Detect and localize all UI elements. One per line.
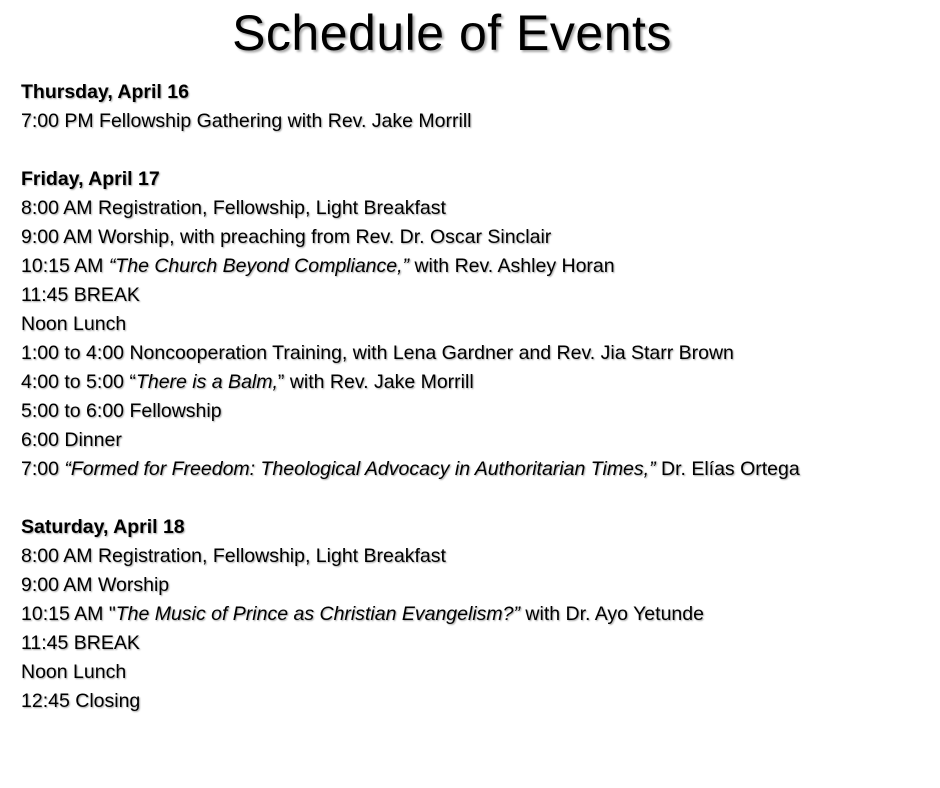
event-item <box>21 426 920 455</box>
event-time: 8:00 AM <box>21 545 93 567</box>
event-time: Noon <box>21 661 68 683</box>
event-time: 1:00 to 4:00 <box>21 342 125 364</box>
event-item <box>21 223 920 252</box>
event-description: Fellowship Gathering with Rev. Jake Morrill <box>99 110 472 132</box>
page-title: Schedule of Events <box>232 5 672 61</box>
event-description: BREAK <box>73 284 140 306</box>
event-description: Registration, Fellowship, Light Breakfast <box>97 545 446 567</box>
event-description: Closing <box>75 690 141 712</box>
event-item <box>21 629 920 658</box>
event-speaker: with Dr. Ayo Yetunde <box>525 603 704 625</box>
event-item <box>21 571 920 600</box>
event-time: 7:00 <box>21 458 59 480</box>
event-description: Fellowship <box>129 400 222 422</box>
event-time: 6:00 <box>21 429 59 451</box>
event-item <box>21 194 920 223</box>
event-item <box>21 368 920 397</box>
event-time: 10:15 AM <box>21 255 104 277</box>
event-speaker: Dr. Elías Ortega <box>661 458 800 480</box>
event-description: Noncooperation Training, with Lena Gardner and Rev. Jia Starr Brown <box>129 342 734 364</box>
event-time: 7:00 PM <box>21 110 94 132</box>
event-description: Lunch <box>73 661 127 683</box>
event-item <box>21 455 920 484</box>
day-heading: Saturday, April 18 <box>21 516 185 538</box>
event-time: Noon <box>21 313 68 335</box>
event-description: BREAK <box>73 632 140 654</box>
talk-title: There is a Balm, <box>135 371 278 393</box>
talk-title: “The Church Beyond Compliance,” <box>108 255 410 277</box>
event-item <box>21 658 920 687</box>
event-description: “ <box>129 371 136 393</box>
event-description: Worship <box>97 574 170 596</box>
event-description: Lunch <box>73 313 127 335</box>
event-speaker: ” with Rev. Jake Morrill <box>277 371 474 393</box>
talk-title: The Music of Prince as Christian Evangelism?” <box>115 603 520 625</box>
event-time: 4:00 to 5:00 <box>21 371 125 393</box>
event-item <box>21 310 920 339</box>
day-heading: Friday, April 17 <box>21 168 160 190</box>
event-speaker: with Rev. Ashley Horan <box>414 255 615 277</box>
event-description: Worship, with preaching from Rev. Dr. Oscar Sinclair <box>97 226 552 248</box>
event-item <box>21 252 920 281</box>
event-item <box>21 600 920 629</box>
schedule-list <box>21 78 920 716</box>
day-section <box>21 513 920 716</box>
event-description: " <box>108 603 116 625</box>
event-time: 8:00 AM <box>21 197 93 219</box>
event-time: 12:45 <box>21 690 70 712</box>
event-item <box>21 339 920 368</box>
event-time: 5:00 to 6:00 <box>21 400 125 422</box>
event-item <box>21 397 920 426</box>
talk-title: “Formed for Freedom: Theological Advocacy in Authoritarian Times,” <box>64 458 656 480</box>
day-heading: Thursday, April 16 <box>21 81 189 103</box>
event-item <box>21 687 920 716</box>
event-description: Dinner <box>64 429 122 451</box>
event-time: 9:00 AM <box>21 574 93 596</box>
event-description: Registration, Fellowship, Light Breakfast <box>97 197 446 219</box>
event-item <box>21 107 920 136</box>
day-section <box>21 165 920 484</box>
event-item <box>21 542 920 571</box>
event-time: 10:15 AM <box>21 603 104 625</box>
event-item <box>21 281 920 310</box>
event-time: 9:00 AM <box>21 226 93 248</box>
event-time: 11:45 <box>21 284 69 306</box>
day-section <box>21 78 920 136</box>
event-time: 11:45 <box>21 632 69 654</box>
